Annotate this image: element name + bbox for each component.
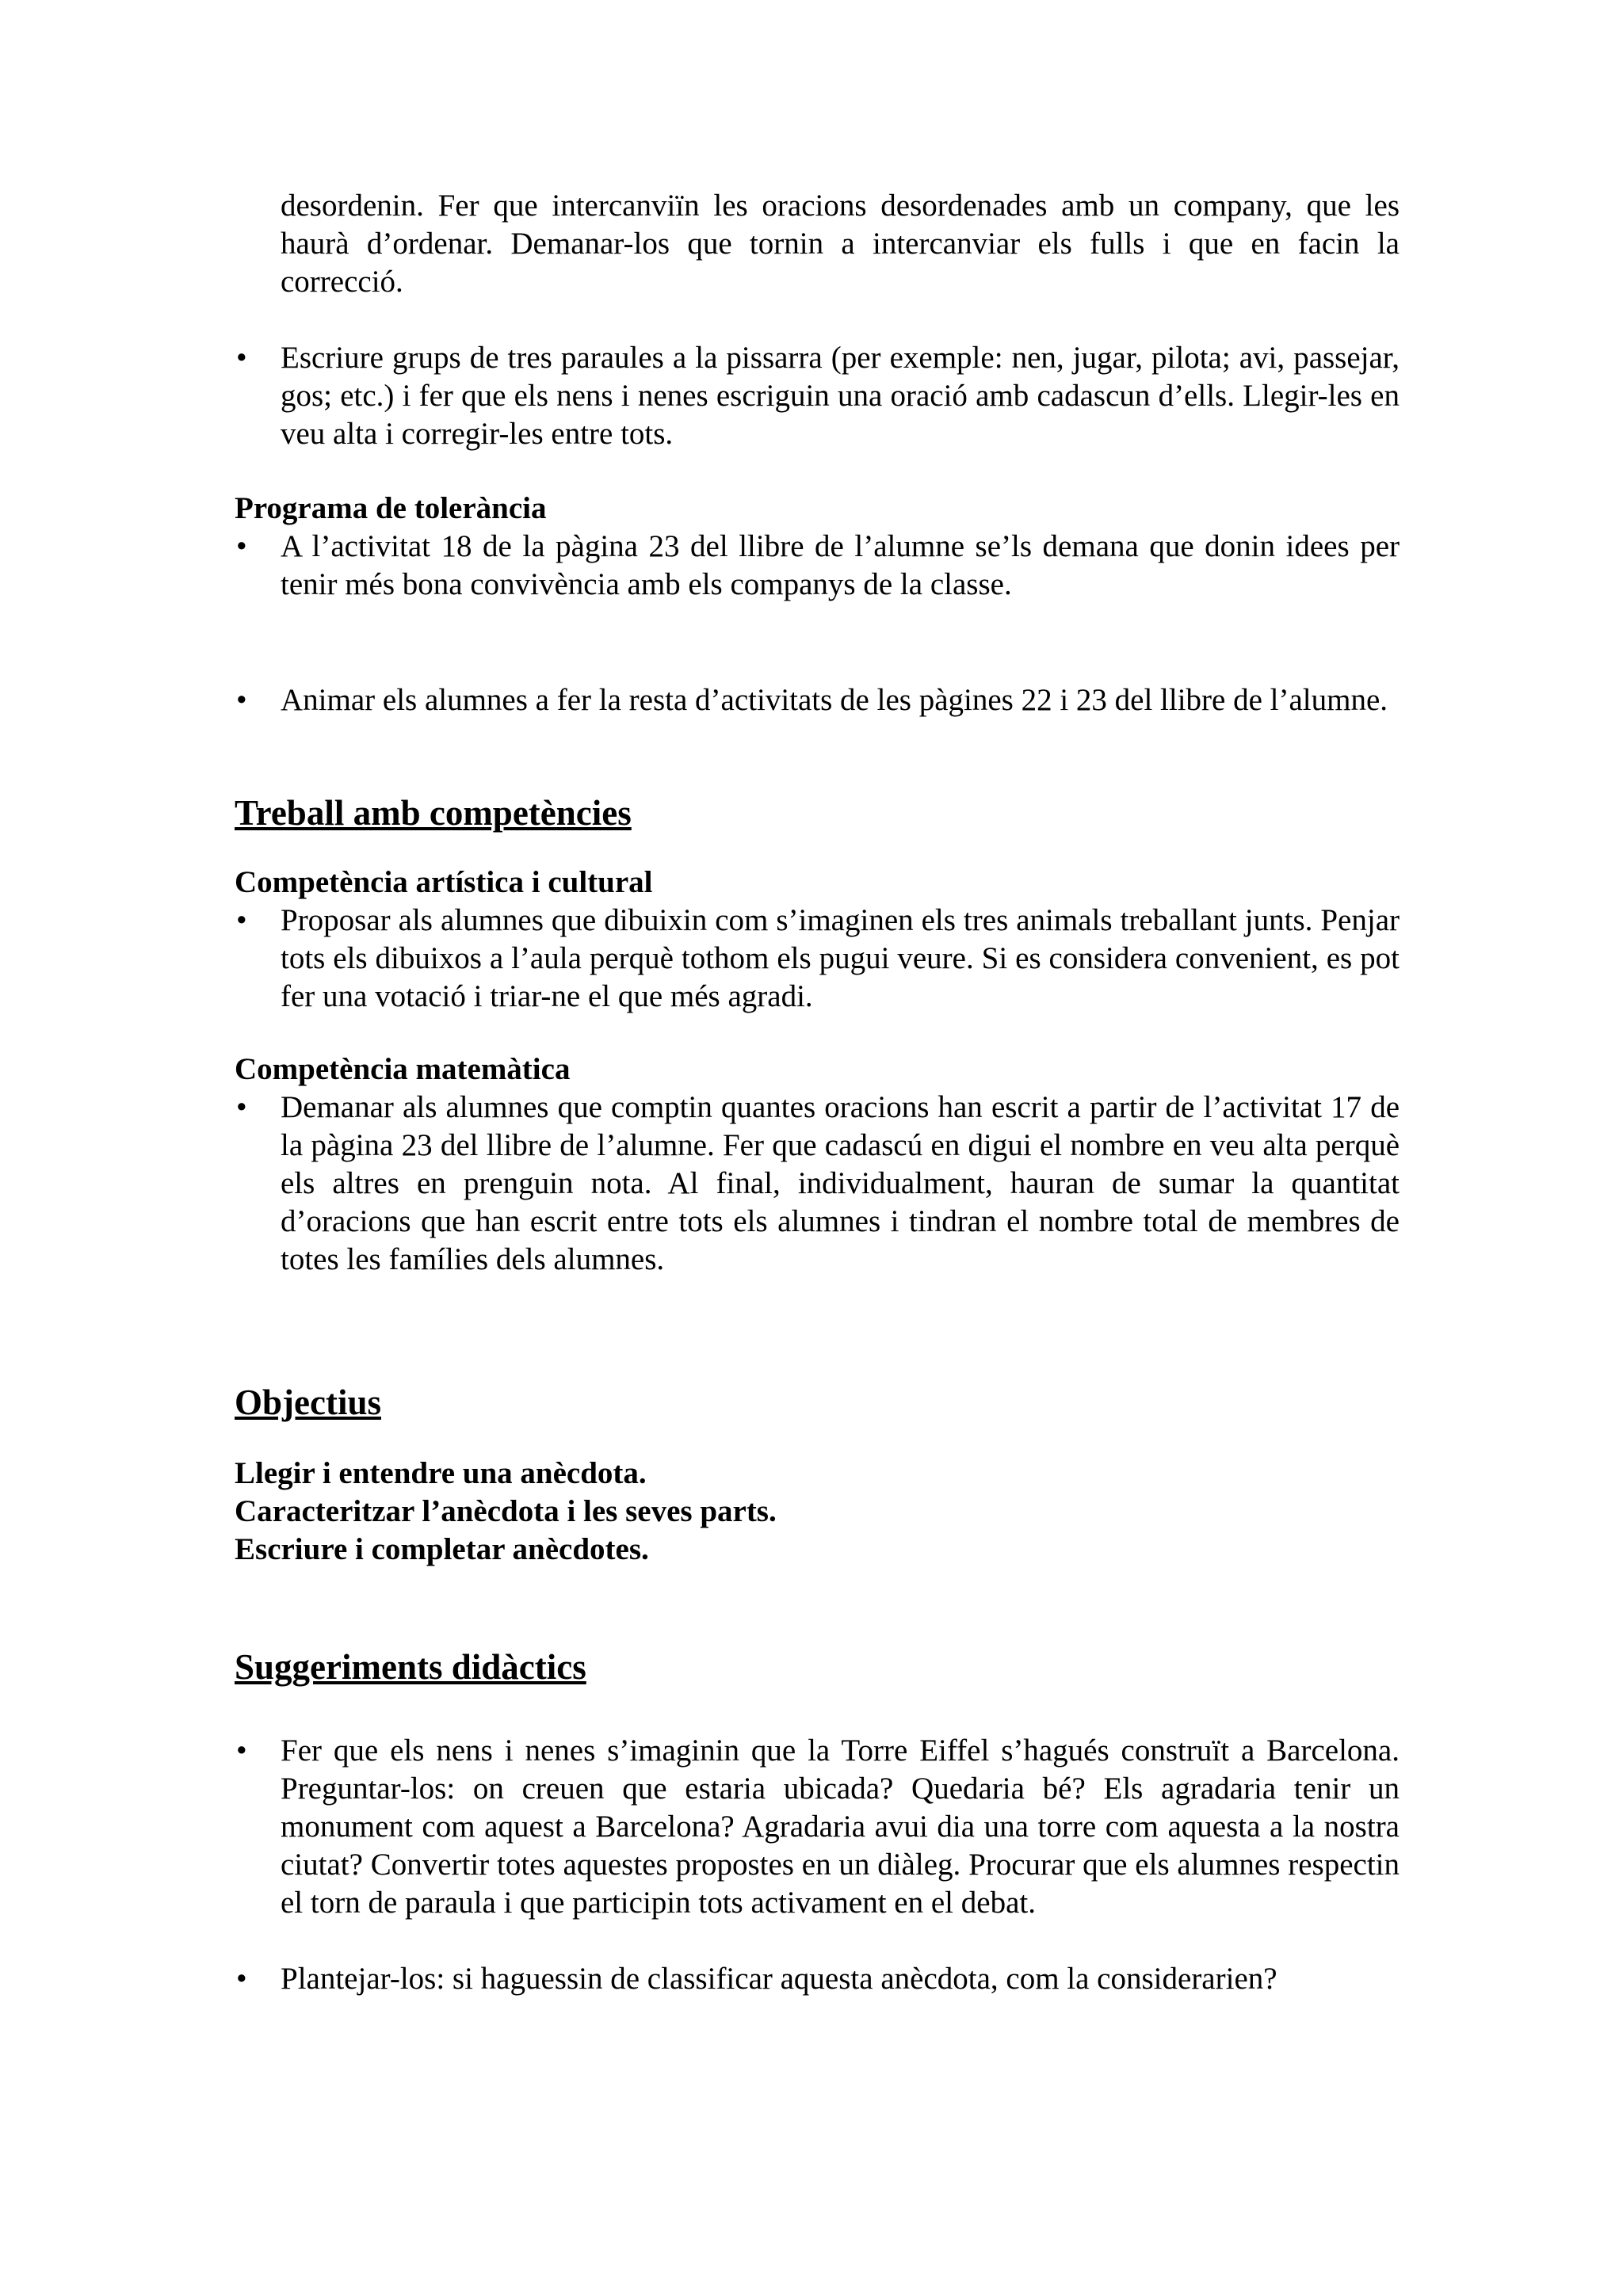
bullet: • [236, 529, 247, 563]
list-item-plantejar [235, 1960, 1400, 1998]
list-item-eiffel [235, 1732, 1400, 1922]
heading-suggeriments: Suggeriments didàctics [235, 1647, 586, 1687]
bullet: • [236, 903, 247, 937]
continued-paragraph: desordenin. Fer que intercanviïn les oracions desordenades amb un company, que les haurà d’ordenar. Demanar-los que tornin a intercanviar els fulls i que en facin la correcció. [281, 189, 1400, 299]
list-item-text: Fer que els nens i nenes s’imaginin que la Torre Eiffel s’hagués construït a Barcelona. Preguntar-los: on creuen que estaria ubicada? Quedaria bé? Els agradaria tenir un monument com aquest a Barcelona? Agradaria avui dia una torre com aquesta a la nostra ciutat? Convertir totes aquestes propostes en un diàleg. Procurar que els alumnes respectin el torn de paraula i que participin tots activament en el debat. [281, 1733, 1400, 1920]
list-item-text: Proposar als alumnes que dibuixin com s’imaginen els tres animals treballant junts. Penjar tots els dibuixos a l’aula perquè tothom els pugui veure. Si es considera convenient, es pot fer una votació i triar-ne el que més agradi. [281, 903, 1400, 1013]
list-item-animar [235, 681, 1400, 719]
document-content [235, 187, 1400, 1998]
subheading-artistica: Competència artística i cultural [235, 865, 653, 899]
list-item-text: Demanar als alumnes que comptin quantes oracions han escrit a partir de l’activitat 17 de la pàgina 23 del llibre de l’alumne. Fer que cadascú en digui el nombre en veu alta perquè els altres en prenguin nota. Al final, individualment, hauran de sumar la quantitat d’oracions que han escrit entre tots els alumnes i tindran el nombre total de membres de totes les famílies dels alumnes. [281, 1090, 1400, 1276]
bullet: • [236, 1733, 247, 1768]
list-item-matematica [235, 1089, 1400, 1279]
list-item-tolerancia [235, 528, 1400, 604]
heading-objectius: Objectius [235, 1383, 381, 1422]
bullet: • [236, 1090, 247, 1124]
objectius-list [235, 1455, 1400, 1569]
list-item-text: Plantejar-los: si haguessin de classificar aquesta anècdota, com la considerarien? [281, 1962, 1277, 1996]
list-item-text: Escriure grups de tres paraules a la pissarra (per exemple: nen, jugar, pilota; avi, passejar, gos; etc.) i fer que els nens i nenes escriguin una oració amb cadascun d’ells. Llegir-les en veu alta i corregir-les entre tots. [281, 341, 1400, 451]
bullet: • [236, 683, 247, 717]
list-item-text: Animar els alumnes a fer la resta d’activitats de les pàgines 22 i 23 del llibre de l’alumne. [281, 683, 1388, 717]
objectiu-line: Escriure i completar anècdotes. [235, 1532, 649, 1566]
objectiu-line: Llegir i entendre una anècdota. [235, 1456, 647, 1490]
list-item-escriure [235, 339, 1400, 453]
heading-treball: Treball amb competències [235, 793, 632, 833]
bullet: • [236, 1962, 247, 1996]
bullet: • [236, 341, 247, 375]
list-item-text: A l’activitat 18 de la pàgina 23 del llibre de l’alumne se’ls demana que donin idees per tenir més bona convivència amb els companys de la classe. [281, 529, 1400, 601]
objectiu-line: Caracteritzar l’anècdota i les seves parts. [235, 1494, 777, 1528]
subheading-matematica: Competència matemàtica [235, 1052, 571, 1086]
subheading-tolerancia: Programa de tolerància [235, 491, 547, 525]
list-item-artistica [235, 902, 1400, 1016]
